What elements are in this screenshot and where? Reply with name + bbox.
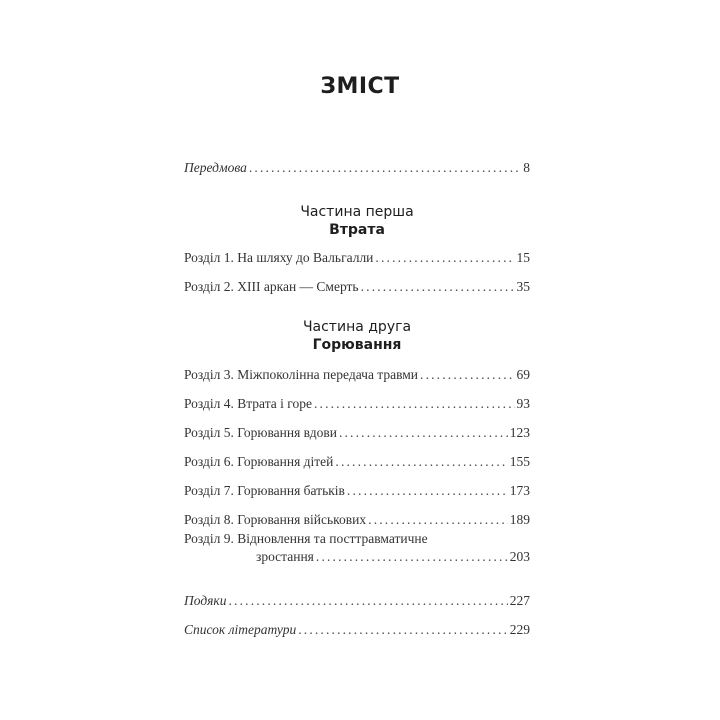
toc-entry-label: Список літератури [184,622,297,637]
toc-entry-bibliography[interactable] [184,621,530,639]
toc-entry-label: Розділ 8. Горювання військових [184,512,367,527]
leader-dots [314,395,515,413]
part-heading-2 [184,318,530,354]
leader-dots [368,511,508,529]
part-name: Втрата [329,222,385,238]
toc-entry-chapter-4[interactable] [184,395,530,413]
leader-dots [298,621,508,639]
toc-entry-page: 35 [516,279,530,294]
toc-entry-chapter-5[interactable] [184,424,530,442]
part-number: Частина перша [300,204,414,220]
toc-entry-page: 8 [523,160,530,175]
toc-entry-label: Подяки [184,593,227,608]
toc-entry-label: Розділ 3. Міжпоколінна передача травми [184,367,419,382]
toc-entry-page: 155 [509,454,530,469]
toc-entry-page: 189 [509,512,530,527]
toc-entry-page: 227 [509,593,530,608]
toc-entry-foreword[interactable] [184,159,530,177]
toc-entry-label: Розділ 2. XIII аркан — Смерть [184,279,359,294]
toc-entry-page: 173 [509,483,530,498]
page-title: ЗМІСТ [320,74,400,99]
toc-entry-label: Передмова [184,160,247,175]
leader-dots [229,592,508,610]
leader-dots [420,366,514,384]
leader-dots [316,548,508,566]
toc-entry-page: 15 [516,250,530,265]
leader-dots [361,278,515,296]
toc-entry-page: 229 [509,622,530,637]
leader-dots [249,159,521,177]
toc-entry-label-line2: зростання [256,549,314,564]
toc-entry-chapter-9[interactable] [184,530,530,570]
toc-entry-label: Розділ 5. Горювання вдови [184,425,337,440]
toc-entry-acknowledgements[interactable] [184,592,530,610]
toc-entry-label: Розділ 7. Горювання батьків [184,483,345,498]
part-heading-1 [184,203,530,239]
toc-entry-chapter-1[interactable] [184,249,530,267]
toc-entry-chapter-3[interactable] [184,366,530,384]
leader-dots [347,482,508,500]
leader-dots [339,424,508,442]
toc-entry-label: Розділ 1. На шляху до Вальгалли [184,250,374,265]
toc-entry-label: Розділ 4. Втрата і горе [184,396,312,411]
toc-entry-page: 93 [516,396,530,411]
toc-entry-label-continued [184,548,530,566]
part-name: Горювання [312,337,402,353]
toc-entry-chapter-7[interactable] [184,482,530,500]
part-number: Частина друга [302,319,412,335]
toc-entry-label: Розділ 9. Відновлення та посттравматичне [184,531,428,546]
toc-entry-chapter-8[interactable] [184,511,530,529]
toc-entry-chapter-2[interactable] [184,278,530,296]
toc-entry-page: 69 [516,367,530,382]
toc-entry-page: 123 [509,425,530,440]
toc-entry-page: 203 [509,549,530,564]
leader-dots [335,453,507,471]
toc-entry-chapter-6[interactable] [184,453,530,471]
leader-dots [375,249,514,267]
toc-entry-label: Розділ 6. Горювання дітей [184,454,334,469]
